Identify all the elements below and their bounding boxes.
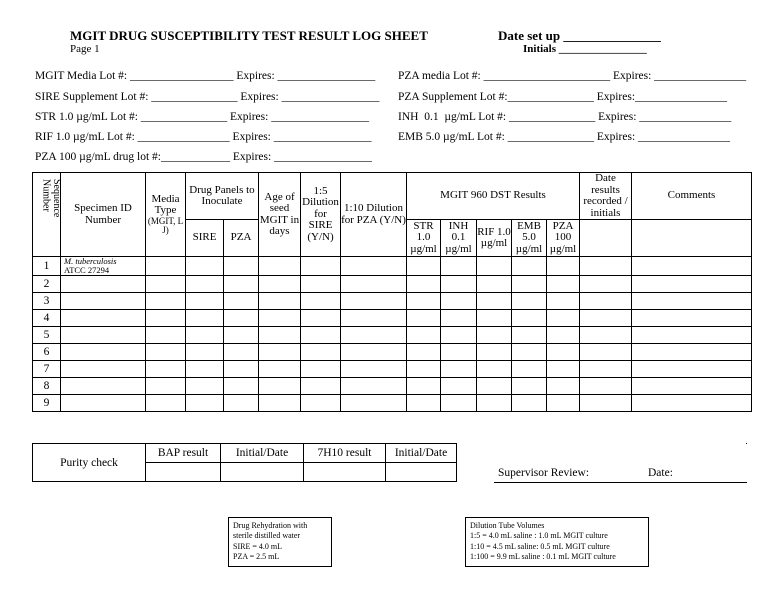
table-cell[interactable] bbox=[547, 293, 580, 310]
specimen-id-cell[interactable] bbox=[61, 257, 146, 276]
table-cell[interactable] bbox=[512, 310, 547, 327]
table-cell[interactable] bbox=[259, 378, 301, 395]
pza100-lot-field[interactable]: PZA 100 µg/mL drug lot #:____________ Expires: _________________ bbox=[35, 151, 372, 163]
table-cell[interactable] bbox=[632, 276, 752, 293]
table-cell[interactable] bbox=[580, 327, 632, 344]
purity-spacer-2 bbox=[457, 463, 495, 482]
table-cell[interactable] bbox=[512, 378, 547, 395]
table-cell[interactable] bbox=[259, 327, 301, 344]
table-cell[interactable] bbox=[580, 361, 632, 378]
table-cell[interactable] bbox=[547, 310, 580, 327]
table-cell[interactable] bbox=[441, 395, 477, 412]
table-cell[interactable] bbox=[259, 395, 301, 412]
dilution-line-2: 1:5 = 4.0 mL saline : 1.0 mL MGIT culture bbox=[470, 531, 608, 541]
comments-blank bbox=[632, 220, 752, 257]
table-cell[interactable] bbox=[632, 310, 752, 327]
table-cell[interactable] bbox=[61, 395, 146, 412]
media-type-header bbox=[146, 173, 186, 257]
table-cell[interactable] bbox=[146, 257, 186, 276]
table-cell[interactable] bbox=[512, 361, 547, 378]
emb-lot-field[interactable]: EMB 5.0 µg/mL Lot #: _______________ Expires: ________________ bbox=[398, 131, 731, 143]
table-cell[interactable] bbox=[580, 276, 632, 293]
bap-result-header: BAP result bbox=[146, 444, 221, 463]
row-number: 3 bbox=[33, 293, 61, 310]
table-cell[interactable] bbox=[547, 361, 580, 378]
purity-check-label: Purity check bbox=[33, 444, 146, 482]
table-cell[interactable] bbox=[632, 293, 752, 310]
date-results-blank bbox=[580, 220, 632, 257]
table-cell[interactable] bbox=[580, 257, 632, 276]
table-cell[interactable] bbox=[632, 395, 752, 412]
table-cell[interactable] bbox=[301, 276, 341, 293]
table-cell[interactable] bbox=[441, 310, 477, 327]
row-number: 1 bbox=[33, 257, 61, 276]
initials-field[interactable]: Initials ________________ bbox=[523, 43, 647, 55]
table-cell[interactable] bbox=[186, 361, 224, 378]
table-cell[interactable] bbox=[61, 327, 146, 344]
purity-spacer bbox=[457, 444, 495, 463]
table-cell[interactable] bbox=[186, 276, 224, 293]
table-cell[interactable] bbox=[259, 293, 301, 310]
table-row bbox=[33, 276, 752, 293]
table-cell[interactable] bbox=[580, 310, 632, 327]
rehydration-note bbox=[228, 517, 332, 567]
table-cell[interactable] bbox=[146, 378, 186, 395]
table-cell[interactable] bbox=[407, 344, 441, 361]
drug-panels-header: Drug Panels to Inoculate bbox=[186, 173, 259, 220]
table-cell[interactable] bbox=[146, 395, 186, 412]
table-cell[interactable] bbox=[477, 293, 512, 310]
rehydration-line-4: PZA = 2.5 mL bbox=[233, 552, 280, 562]
table-cell[interactable] bbox=[477, 276, 512, 293]
table-cell[interactable] bbox=[580, 293, 632, 310]
dst-results-header: MGIT 960 DST Results bbox=[407, 173, 580, 220]
table-cell[interactable] bbox=[441, 293, 477, 310]
table-cell[interactable] bbox=[547, 378, 580, 395]
table-cell[interactable] bbox=[186, 395, 224, 412]
table-cell[interactable] bbox=[341, 327, 407, 344]
table-cell[interactable] bbox=[441, 276, 477, 293]
table-row bbox=[33, 257, 752, 276]
row-number: 9 bbox=[33, 395, 61, 412]
table-cell[interactable] bbox=[341, 344, 407, 361]
table-cell[interactable] bbox=[407, 395, 441, 412]
table-cell[interactable] bbox=[259, 257, 301, 276]
dilution-note bbox=[465, 517, 649, 567]
table-cell[interactable] bbox=[477, 395, 512, 412]
str-header: STR 1.0 µg/ml bbox=[407, 220, 441, 257]
initial-date-cell-1[interactable] bbox=[221, 463, 304, 482]
inh-lot-field[interactable]: INH 0.1 µg/mL Lot #: _______________ Expires: ________________ bbox=[398, 111, 732, 123]
table-cell[interactable] bbox=[341, 257, 407, 276]
table-cell[interactable] bbox=[259, 310, 301, 327]
table-cell[interactable] bbox=[146, 276, 186, 293]
initial-date-header-2: Initial/Date bbox=[386, 444, 457, 463]
rif-lot-field[interactable]: RIF 1.0 µg/mL Lot #: ________________ Expires: _________________ bbox=[35, 131, 372, 143]
table-cell[interactable] bbox=[186, 344, 224, 361]
table-cell[interactable] bbox=[407, 378, 441, 395]
table-cell[interactable] bbox=[441, 378, 477, 395]
table-cell[interactable] bbox=[224, 327, 259, 344]
table-cell[interactable] bbox=[632, 361, 752, 378]
table-cell[interactable] bbox=[512, 293, 547, 310]
table-cell[interactable] bbox=[301, 257, 341, 276]
dilution-line-1: Dilution Tube Volumes bbox=[470, 521, 545, 530]
table-row bbox=[33, 310, 752, 327]
supervisor-review-label: Supervisor Review: bbox=[498, 467, 590, 479]
table-cell[interactable] bbox=[61, 378, 146, 395]
table-cell[interactable] bbox=[547, 257, 580, 276]
table-cell[interactable] bbox=[61, 344, 146, 361]
rehydration-line-3: SIRE = 4.0 mL bbox=[233, 541, 282, 551]
sire-supplement-lot-field[interactable]: SIRE Supplement Lot #: _______________ Expires: _________________ bbox=[35, 91, 380, 103]
table-cell[interactable] bbox=[547, 395, 580, 412]
table-cell[interactable] bbox=[61, 276, 146, 293]
rehydration-line-1: Drug Rehydration with bbox=[233, 521, 308, 530]
table-cell[interactable] bbox=[341, 310, 407, 327]
page-title: MGIT DRUG SUSCEPTIBILITY TEST RESULT LOG SHEET bbox=[70, 28, 428, 43]
table-cell[interactable] bbox=[477, 361, 512, 378]
table-cell[interactable] bbox=[580, 344, 632, 361]
row-number: 8 bbox=[33, 378, 61, 395]
table-cell[interactable] bbox=[407, 327, 441, 344]
row-number: 4 bbox=[33, 310, 61, 327]
results-table bbox=[32, 172, 752, 412]
table-cell[interactable] bbox=[146, 293, 186, 310]
table-cell[interactable] bbox=[512, 276, 547, 293]
table-cell[interactable] bbox=[146, 327, 186, 344]
pza100-header: PZA 100 µg/ml bbox=[547, 220, 580, 257]
table-cell[interactable] bbox=[146, 344, 186, 361]
table-cell[interactable] bbox=[186, 327, 224, 344]
table-cell[interactable] bbox=[146, 361, 186, 378]
table-cell[interactable] bbox=[186, 293, 224, 310]
table-cell[interactable] bbox=[512, 344, 547, 361]
dilution-line-3: 1:10 = 4.5 mL saline: 0.5 mL MGIT culture bbox=[470, 541, 610, 551]
table-cell[interactable] bbox=[61, 361, 146, 378]
table-row bbox=[33, 378, 752, 395]
dilution-15-header: 1:5 Dilution for SIRE (Y/N) bbox=[301, 173, 341, 257]
table-cell[interactable] bbox=[341, 293, 407, 310]
table-cell[interactable] bbox=[632, 327, 752, 344]
table-cell[interactable] bbox=[441, 257, 477, 276]
rif-header: RIF 1.0 µg/ml bbox=[477, 220, 512, 257]
dilution-110-header: 1:10 Dilution for PZA (Y/N) bbox=[341, 173, 407, 257]
table-cell[interactable] bbox=[301, 344, 341, 361]
initial-date-header-1: Initial/Date bbox=[221, 444, 304, 463]
table-cell[interactable] bbox=[224, 257, 259, 276]
emb-header: EMB 5.0 µg/ml bbox=[512, 220, 547, 257]
table-cell[interactable] bbox=[186, 310, 224, 327]
table-cell[interactable] bbox=[441, 361, 477, 378]
row-number: 5 bbox=[33, 327, 61, 344]
table-cell[interactable] bbox=[146, 310, 186, 327]
table-row bbox=[33, 361, 752, 378]
table-cell[interactable] bbox=[259, 276, 301, 293]
table-cell[interactable] bbox=[341, 361, 407, 378]
date-set-up-field[interactable]: Date set up _______________ bbox=[498, 28, 661, 43]
supervisor-underline bbox=[494, 482, 747, 483]
table-cell[interactable] bbox=[477, 327, 512, 344]
table-cell[interactable] bbox=[341, 378, 407, 395]
h10-result-header: 7H10 result bbox=[304, 444, 386, 463]
age-header: Age of seed MGIT in days bbox=[259, 173, 301, 257]
pza-supplement-lot-field[interactable]: PZA Supplement Lot #:_______________ Expires:________________ bbox=[398, 91, 728, 103]
table-cell[interactable] bbox=[407, 257, 441, 276]
table-cell[interactable] bbox=[547, 344, 580, 361]
table-cell[interactable] bbox=[259, 344, 301, 361]
table-cell[interactable] bbox=[477, 344, 512, 361]
row-number: 6 bbox=[33, 344, 61, 361]
table-cell[interactable] bbox=[547, 327, 580, 344]
pza-media-lot-field[interactable]: PZA media Lot #: ______________________ Expires: ________________ bbox=[398, 70, 747, 82]
page-number: Page 1 bbox=[70, 43, 100, 55]
table-cell[interactable] bbox=[407, 293, 441, 310]
table-cell[interactable] bbox=[580, 378, 632, 395]
date-results-header: Date results recorded / initials bbox=[580, 173, 632, 220]
table-cell[interactable] bbox=[224, 293, 259, 310]
pza-header: PZA bbox=[224, 220, 259, 257]
table-cell[interactable] bbox=[61, 310, 146, 327]
sire-header: SIRE bbox=[186, 220, 224, 257]
row-number: 7 bbox=[33, 361, 61, 378]
initial-date-cell-2[interactable] bbox=[386, 463, 457, 482]
bap-result-cell[interactable] bbox=[146, 463, 221, 482]
table-cell[interactable] bbox=[224, 361, 259, 378]
specimen-id-header: Specimen ID Number bbox=[61, 173, 146, 257]
table-cell[interactable] bbox=[477, 310, 512, 327]
table-cell[interactable] bbox=[477, 257, 512, 276]
table-row bbox=[33, 293, 752, 310]
table-cell[interactable] bbox=[512, 395, 547, 412]
table-cell[interactable] bbox=[407, 361, 441, 378]
row-number: 2 bbox=[33, 276, 61, 293]
table-cell[interactable] bbox=[224, 310, 259, 327]
media-type-label: Media Type bbox=[151, 192, 180, 217]
control-organism: M. tuberculosis bbox=[64, 256, 117, 267]
table-cell[interactable] bbox=[341, 395, 407, 412]
table-cell[interactable] bbox=[512, 257, 547, 276]
comments-header: Comments bbox=[632, 173, 752, 220]
table-cell[interactable] bbox=[632, 344, 752, 361]
table-cell[interactable] bbox=[301, 378, 341, 395]
table-cell[interactable] bbox=[301, 395, 341, 412]
table-cell[interactable] bbox=[224, 395, 259, 412]
table-cell[interactable] bbox=[632, 257, 752, 276]
control-strain: ATCC 27294 bbox=[64, 265, 110, 276]
table-cell[interactable] bbox=[301, 327, 341, 344]
right-edge bbox=[746, 443, 747, 444]
table-cell[interactable] bbox=[547, 276, 580, 293]
table-cell[interactable] bbox=[580, 395, 632, 412]
table-cell[interactable] bbox=[224, 344, 259, 361]
table-cell[interactable] bbox=[224, 276, 259, 293]
str-lot-field[interactable]: STR 1.0 µg/mL Lot #: _______________ Expires: _________________ bbox=[35, 111, 369, 123]
table-cell[interactable] bbox=[407, 310, 441, 327]
table-cell[interactable] bbox=[441, 327, 477, 344]
table-cell[interactable] bbox=[512, 327, 547, 344]
table-cell[interactable] bbox=[224, 378, 259, 395]
table-cell[interactable] bbox=[341, 276, 407, 293]
rehydration-line-2: sterile distilled water bbox=[233, 531, 301, 541]
table-cell[interactable] bbox=[259, 361, 301, 378]
table-row bbox=[33, 344, 752, 361]
table-cell[interactable] bbox=[441, 344, 477, 361]
table-cell[interactable] bbox=[632, 378, 752, 395]
table-cell[interactable] bbox=[301, 293, 341, 310]
table-cell[interactable] bbox=[186, 257, 224, 276]
table-cell[interactable] bbox=[301, 361, 341, 378]
h10-result-cell[interactable] bbox=[304, 463, 386, 482]
table-cell[interactable] bbox=[186, 378, 224, 395]
inh-header: INH 0.1 µg/ml bbox=[441, 220, 477, 257]
mgit-media-lot-field[interactable]: MGIT Media Lot #: __________________ Expires: _________________ bbox=[35, 70, 376, 82]
supervisor-date-label: Date: bbox=[648, 467, 673, 479]
sequence-number-header: Sequence Number bbox=[33, 173, 61, 257]
table-cell[interactable] bbox=[407, 276, 441, 293]
dilution-line-4: 1:100 = 9.9 mL saline : 0.1 mL MGIT culture bbox=[470, 552, 616, 562]
table-cell[interactable] bbox=[61, 293, 146, 310]
table-cell[interactable] bbox=[477, 378, 512, 395]
media-type-sub: (MGIT, L J) bbox=[147, 215, 184, 236]
purity-table bbox=[32, 443, 495, 482]
table-row bbox=[33, 395, 752, 412]
table-row bbox=[33, 327, 752, 344]
table-cell[interactable] bbox=[301, 310, 341, 327]
